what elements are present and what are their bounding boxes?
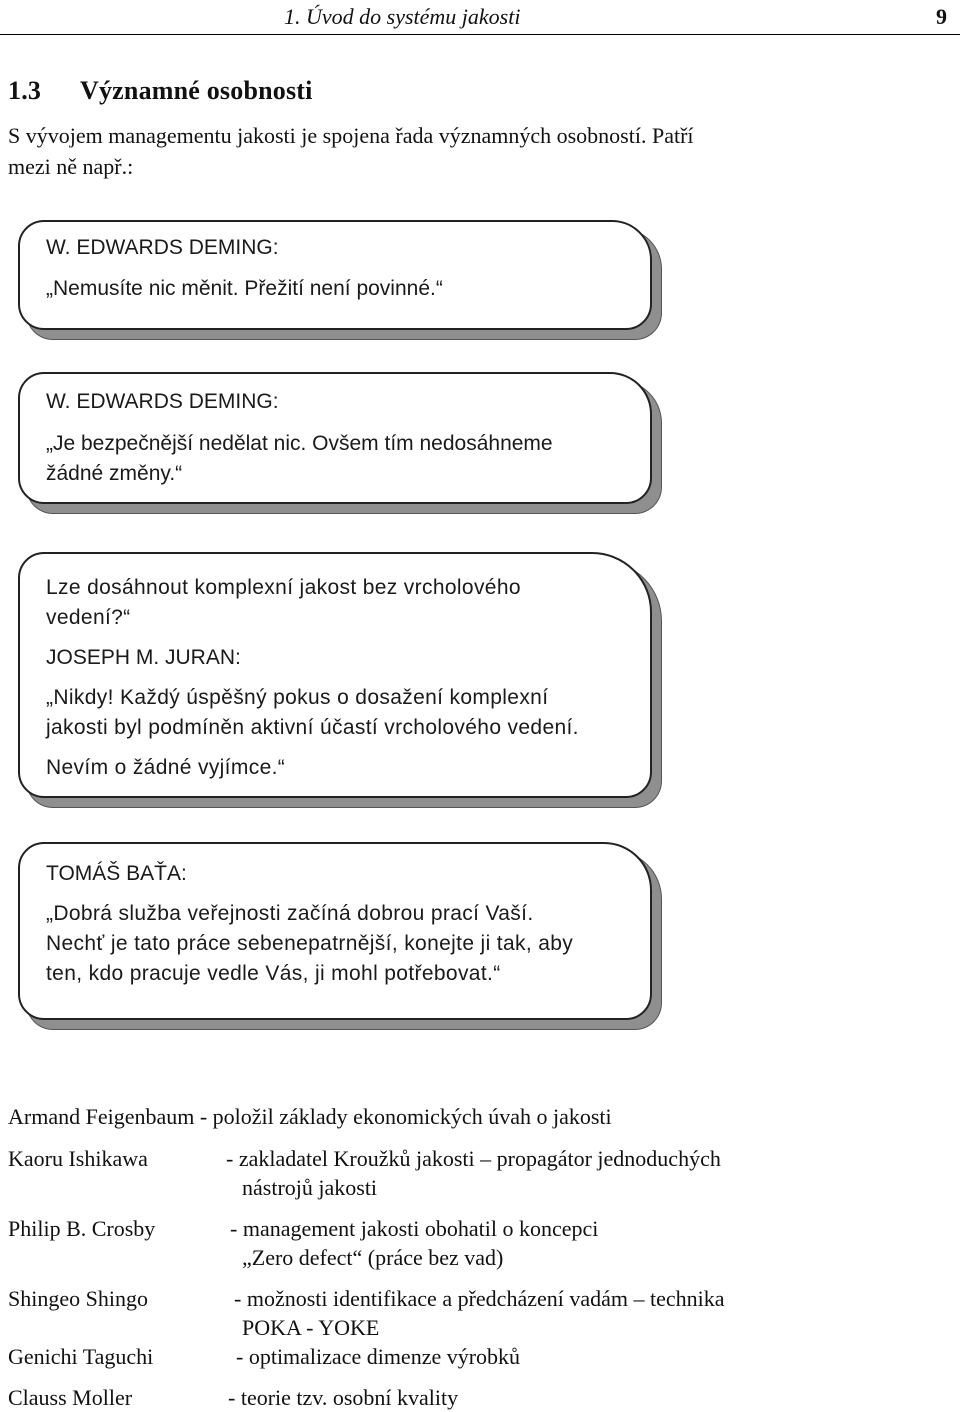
- quote-text: žádné změny.“: [46, 462, 183, 485]
- page-header: [0, 0, 960, 35]
- person-name: Clauss Moller: [8, 1385, 133, 1410]
- intro-line: mezi ně např.:: [8, 154, 134, 179]
- section-heading: [8, 76, 313, 106]
- quote-author: W. EDWARDS DEMING:: [46, 236, 279, 259]
- person-description: - optimalizace dimenze výrobků: [236, 1344, 521, 1369]
- quote-author: W. EDWARDS DEMING:: [46, 390, 279, 413]
- person-description: POKA - YOKE: [242, 1315, 380, 1340]
- person-description: - management jakosti obohatil o koncepci: [230, 1216, 599, 1241]
- intro-paragraph: [8, 120, 948, 182]
- quote-text: jakosti byl podmíněn aktivní účastí vrcholového vedení.: [46, 716, 579, 739]
- quote-text: „Je bezpečnější nedělat nic. Ovšem tím nedosáhneme: [46, 432, 553, 455]
- person-description: nástrojů jakosti: [242, 1175, 378, 1200]
- person-description: - možnosti identifikace a předcházení vadám – technika: [234, 1286, 725, 1311]
- person-description: - teorie tzv. osobní kvality: [228, 1385, 459, 1410]
- quote-text: Nechť je tato práce sebenepatrnější, konejte ji tak, aby: [46, 932, 574, 955]
- quote-question: Lze dosáhnout komplexní jakost bez vrcholového: [46, 576, 521, 599]
- quote-text: „Nikdy! Každý úspěšný pokus o dosažení komplexní: [46, 686, 549, 709]
- intro-line: S vývojem managementu jakosti je spojena řada významných osobností. Patří: [8, 123, 694, 148]
- person-name: Philip B. Crosby: [8, 1216, 156, 1241]
- person-description: „Zero defect“ (práce bez vad): [242, 1245, 504, 1270]
- quote-author: TOMÁŠ BAŤA:: [46, 862, 187, 885]
- page-number: 9: [936, 4, 947, 29]
- section-number: 1.3: [8, 76, 42, 105]
- person-feigenbaum: Armand Feigenbaum - položil základy ekonomických úvah o jakosti: [8, 1104, 612, 1129]
- quote-question: vedení?“: [46, 606, 131, 629]
- quote-text: „Dobrá služba veřejnosti začíná dobrou prací Vaší.: [46, 902, 534, 925]
- section-title: Významné osobnosti: [80, 76, 313, 105]
- person-name: Kaoru Ishikawa: [8, 1146, 148, 1171]
- person-description: - zakladatel Kroužků jakosti – propagátor jednoduchých: [226, 1146, 721, 1171]
- quote-text: Nevím o žádné vyjímce.“: [46, 756, 286, 779]
- running-header-title: 1. Úvod do systému jakosti: [284, 4, 521, 29]
- quote-box-deming-2: [18, 372, 652, 504]
- quote-text: „Nemusíte nic měnit. Přežití není povinné.“: [46, 277, 443, 300]
- quote-text: ten, kdo pracuje vedle Vás, ji mohl potřebovat.“: [46, 962, 501, 985]
- quote-box-bata: [18, 842, 652, 1020]
- person-name: Genichi Taguchi: [8, 1344, 154, 1369]
- quote-author: JOSEPH M. JURAN:: [46, 646, 241, 669]
- person-name: Shingeo Shingo: [8, 1286, 148, 1311]
- quote-box-deming-1: [18, 220, 652, 330]
- quote-box-juran: [18, 552, 652, 798]
